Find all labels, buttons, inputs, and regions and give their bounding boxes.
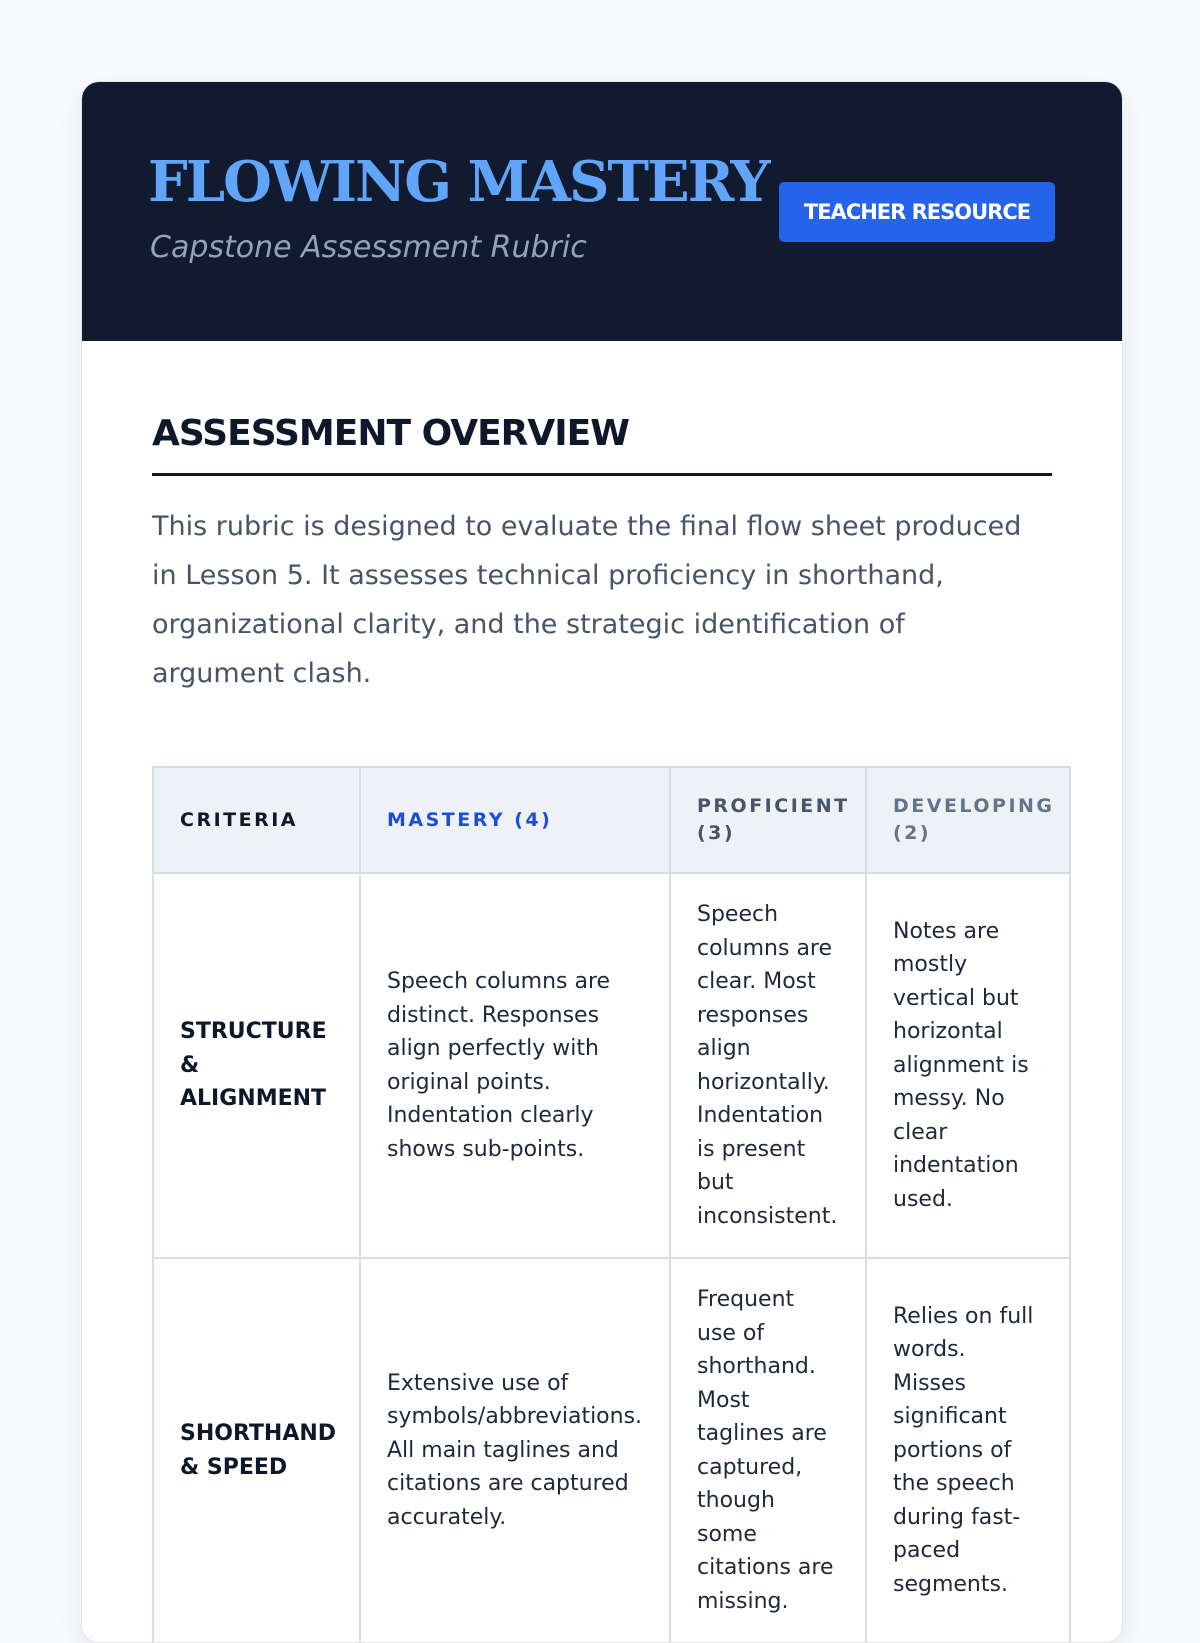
section-heading: ASSESSMENT OVERVIEW <box>152 413 629 454</box>
page-subtitle: Capstone Assessment Rubric <box>150 230 587 265</box>
criteria-cell: SHORTHAND & SPEED <box>153 1258 360 1643</box>
table-row <box>153 873 1070 1258</box>
criteria-cell: STRUCTURE & ALIGNMENT <box>153 873 360 1258</box>
teacher-resource-badge: TEACHER RESOURCE <box>779 182 1055 242</box>
header-proficient: PROFICIENT (3) <box>670 767 866 873</box>
rubric-card <box>81 81 1123 1643</box>
mastery-cell: Extensive use of symbols/abbreviations. All main taglines and citations are captured accurately. <box>360 1258 670 1643</box>
header-mastery: MASTERY (4) <box>360 767 670 873</box>
mastery-cell: Speech columns are distinct. Responses align perfectly with original points. Indentation clearly shows sub-points. <box>360 873 670 1258</box>
header-banner <box>82 82 1122 341</box>
table-header-row <box>153 767 1070 873</box>
overview-text: This rubric is designed to evaluate the final flow sheet produced in Lesson 5. It assesses technical proficiency in shorthand, organizational clarity, and the strategic identification of argument clash. <box>152 511 1022 689</box>
rubric-table <box>152 766 1071 1643</box>
developing-cell: Notes are mostly vertical but horizontal alignment is messy. No clear indentation used. <box>866 873 1070 1258</box>
header-criteria: CRITERIA <box>153 767 360 873</box>
proficient-cell: Frequent use of shorthand. Most taglines are captured, though some citations are missing. <box>670 1258 866 1643</box>
header-developing: DEVELOPING (2) <box>866 767 1070 873</box>
table-row <box>153 1258 1070 1643</box>
section-divider <box>152 473 1052 476</box>
developing-cell: Relies on full words. Misses significant portions of the speech during fast-paced segments. <box>866 1258 1070 1643</box>
proficient-cell: Speech columns are clear. Most responses align horizontally. Indentation is present but inconsistent. <box>670 873 866 1258</box>
page-title: FLOWING MASTERY <box>148 149 769 215</box>
